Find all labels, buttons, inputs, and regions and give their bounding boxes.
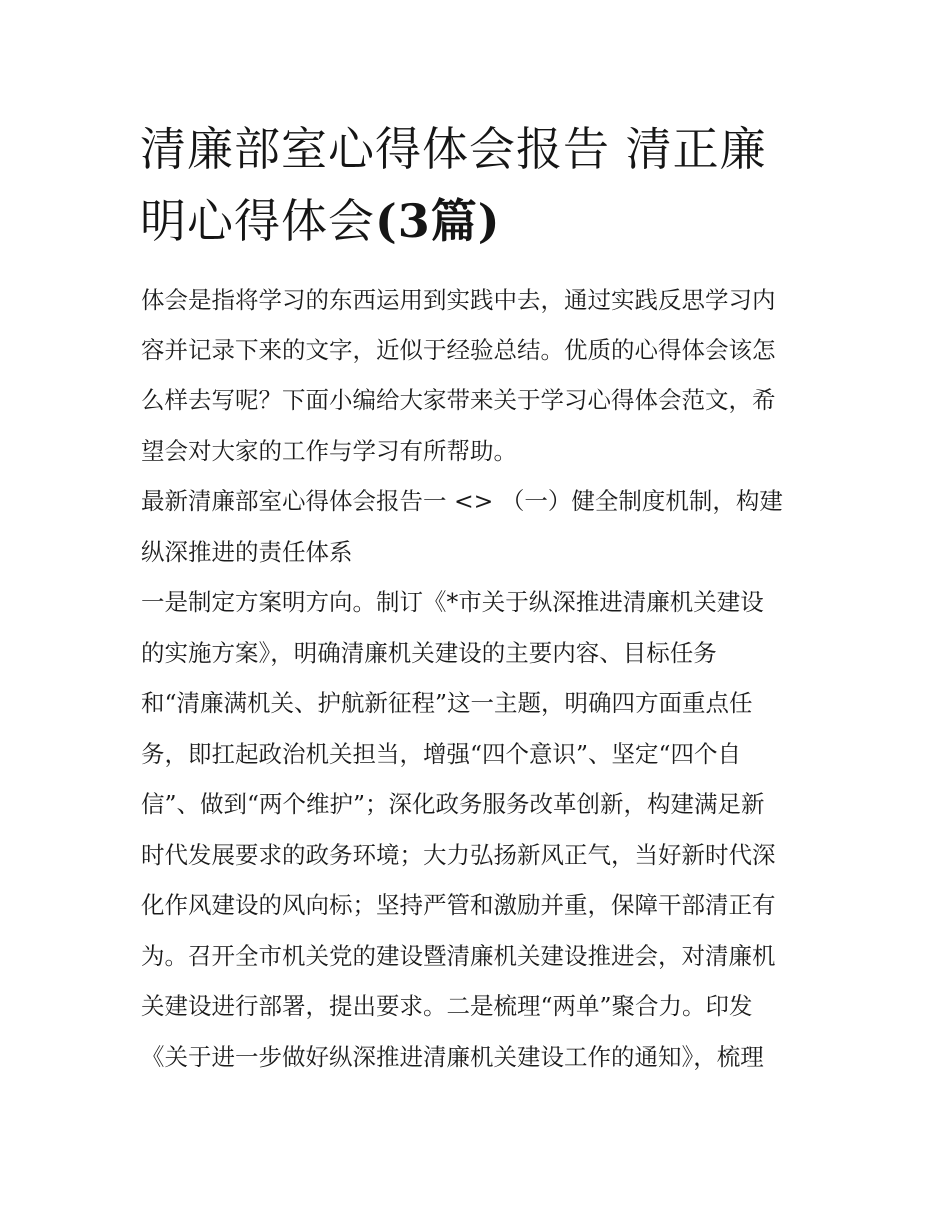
- title-line-1: 清廉部室心得体会报告 清正廉: [140, 122, 767, 176]
- body-line: 《关于进一步做好纵深推进清廉机关建设工作的通知》，梳理: [141, 1043, 764, 1071]
- body-line: 化作风建设的风向标；坚持严管和激励并重，保障干部清正有: [141, 891, 776, 919]
- title-line-2-main: 明心得体会: [140, 194, 375, 248]
- section-heading-line: 最新清廉部室心得体会报告一 <> （一）健全制度机制，构建: [141, 487, 783, 515]
- body-line: 望会对大家的工作与学习有所帮助。: [141, 437, 517, 465]
- body-line: 务，即扛起政治机关担当，增强“四个意识”、坚定“四个自: [141, 740, 742, 768]
- title-line-2: [140, 185, 820, 257]
- document-title: [140, 113, 820, 257]
- body-line: 容并记录下来的文字，近似于经验总结。优质的心得体会该怎: [141, 336, 776, 364]
- body-line: 时代发展要求的政务环境；大力弘扬新风正气，当好新时代深: [141, 841, 776, 869]
- body-line: 么样去写呢？下面小编给大家带来关于学习心得体会范文，希: [141, 386, 776, 414]
- title-article-count: (3篇): [375, 194, 501, 248]
- body-line: 一是制定方案明方向。制订《*市关于纵深推进清廉机关建设: [141, 588, 764, 616]
- body-line: 体会是指将学习的东西运用到实践中去，通过实践反思学习内: [141, 286, 776, 314]
- body-line: 为。召开全市机关党的建设暨清廉机关建设推进会，对清廉机: [141, 942, 776, 970]
- body-line: 和“清廉满机关、护航新征程”这一主题，明确四方面重点任: [141, 689, 753, 717]
- section-heading-line: 纵深推进的责任体系: [141, 538, 353, 566]
- body-line: 信”、做到“两个维护”；深化政务服务改革创新，构建满足新: [141, 790, 765, 818]
- body-line: 关建设进行部署，提出要求。二是梳理“两单”聚合力。印发: [141, 992, 753, 1020]
- body-line: 的实施方案》，明确清廉机关建设的主要内容、目标任务: [141, 639, 717, 667]
